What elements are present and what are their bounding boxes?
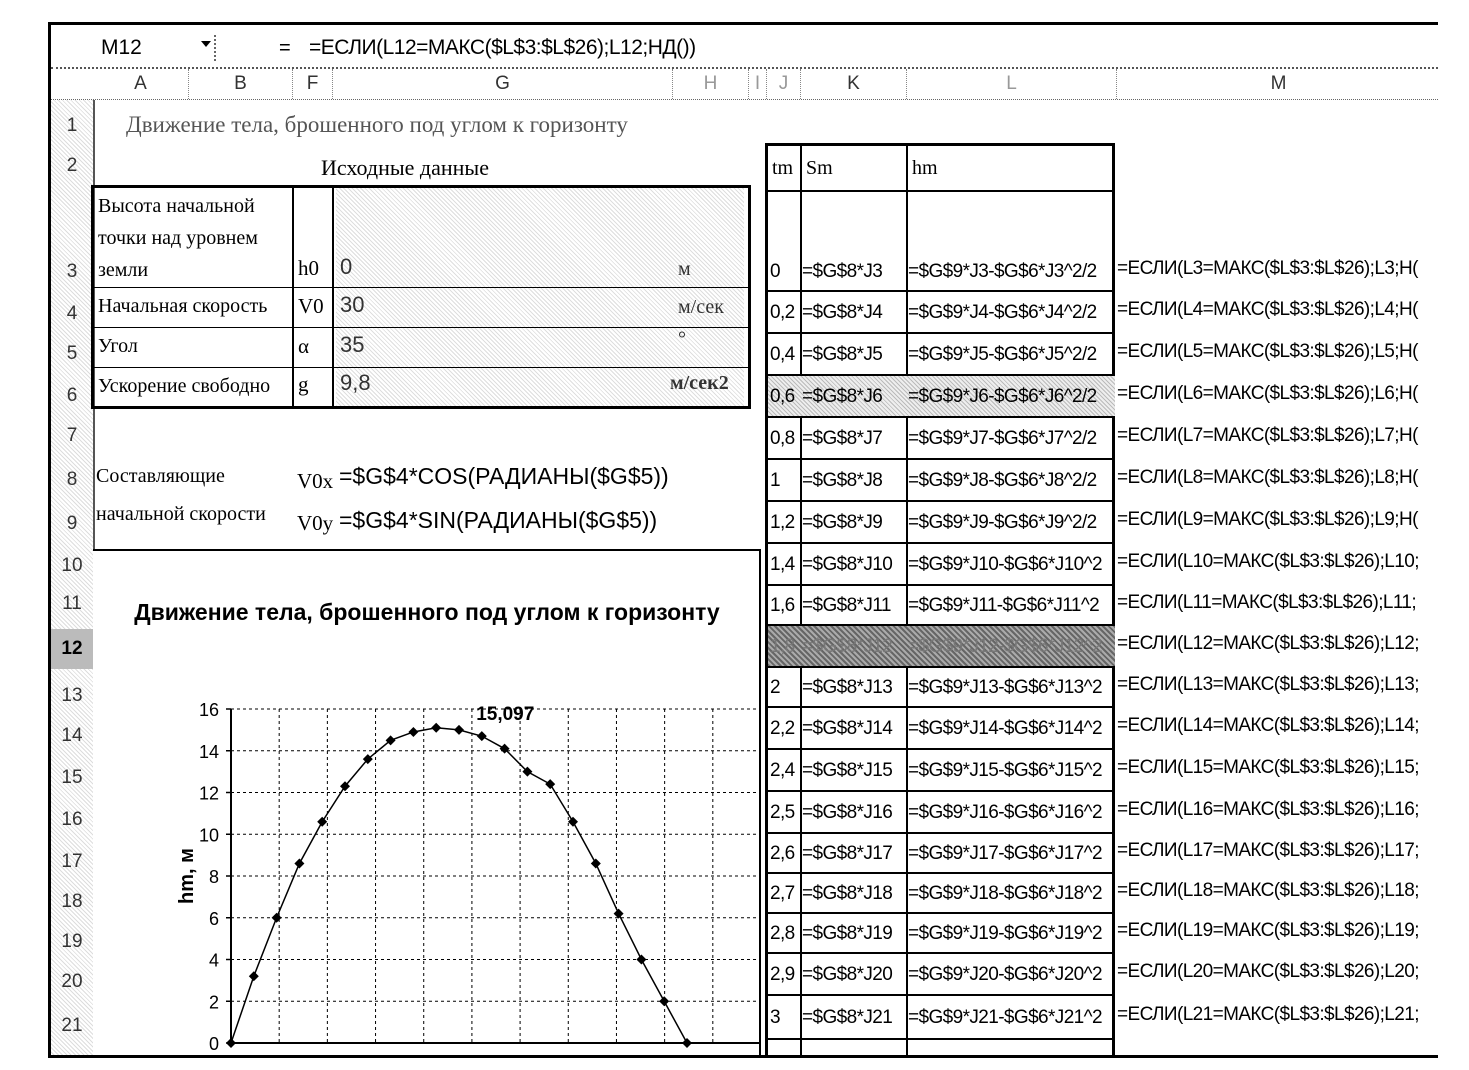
row-header-2[interactable]: 2 [66, 155, 78, 176]
cell-t[interactable]: 1,8 [770, 636, 795, 657]
input-value[interactable]: 35 [340, 332, 365, 357]
table-row[interactable] [768, 586, 1115, 626]
input-row-angle [94, 328, 748, 368]
data-point [408, 727, 418, 737]
data-point [682, 1038, 692, 1048]
cell-t[interactable]: 0 [770, 261, 780, 282]
cell-t[interactable]: 2,7 [770, 883, 795, 904]
input-value[interactable]: 9,8 [340, 370, 371, 395]
row-header-18[interactable]: 18 [61, 891, 83, 912]
row-header-19[interactable]: 19 [61, 931, 83, 952]
input-label: Высота начальной [98, 195, 255, 217]
column-header-b[interactable]: B [189, 69, 293, 99]
cell-m[interactable]: =ЕСЛИ(L4=МАКС($L$3:$L$26);L4;Н( [1117, 299, 1418, 320]
row-header-15[interactable]: 15 [61, 767, 83, 788]
table-row[interactable] [768, 418, 1115, 460]
cell-t[interactable]: 0,6 [770, 386, 795, 407]
column-header-g[interactable]: G [333, 69, 673, 99]
name-box-value: M12 [101, 36, 142, 59]
table-row[interactable] [768, 708, 1115, 750]
cell-h[interactable]: =$G$9*J5-$G$6*J5^2/2 [908, 344, 1097, 365]
formula-input[interactable]: =ЕСЛИ(L12=МАКС($L$3:$L$26);L12;НД()) [309, 36, 696, 59]
cell-h[interactable]: =$G$9*J16-$G$6*J16^2 [908, 802, 1102, 823]
column-header-a[interactable]: A [93, 69, 189, 99]
cell-m[interactable]: =ЕСЛИ(L6=МАКС($L$3:$L$26);L6;Н( [1117, 383, 1418, 404]
cell-m[interactable]: =ЕСЛИ(L9=МАКС($L$3:$L$26);L9;Н( [1117, 509, 1418, 530]
cell-s[interactable]: =$G$8*J21 [802, 1007, 893, 1028]
cell-h[interactable]: =$G$9*J9-$G$6*J9^2/2 [908, 512, 1097, 533]
cell-s[interactable]: =$G$8*J17 [802, 843, 893, 864]
table-row[interactable] [768, 376, 1115, 418]
y-tick-label: 8 [208, 867, 219, 887]
cell-t[interactable]: 0,8 [770, 428, 795, 449]
column-header-i[interactable]: I [749, 69, 767, 99]
row-header-17[interactable]: 17 [61, 851, 83, 872]
cell-s[interactable]: =$G$8*J16 [802, 802, 893, 823]
y-tick-label: 14 [198, 741, 219, 762]
cell-m[interactable]: =ЕСЛИ(L10=МАКС($L$3:$L$26);L10; [1117, 551, 1419, 572]
cell-h[interactable]: =$G$9*J15-$G$6*J15^2 [908, 760, 1102, 781]
header-divider [51, 99, 1438, 100]
cell-m[interactable]: =ЕСЛИ(L8=МАКС($L$3:$L$26);L8;Н( [1117, 467, 1418, 488]
y-tick-label: 10 [198, 825, 219, 846]
cell-m[interactable]: =ЕСЛИ(L13=МАКС($L$3:$L$26);L13; [1117, 674, 1419, 695]
data-label-max: 15,097 [476, 703, 535, 725]
table-row[interactable] [768, 668, 1115, 708]
cell-m[interactable]: =ЕСЛИ(L12=МАКС($L$3:$L$26);L12; [1117, 633, 1419, 654]
cell-h[interactable]: =$G$9*J3-$G$6*J3^2/2 [908, 261, 1097, 282]
calc-table [765, 143, 1115, 1058]
input-table [91, 185, 751, 409]
cell-m[interactable]: =ЕСЛИ(L19=МАКС($L$3:$L$26);L19; [1117, 920, 1419, 941]
row-header-6[interactable]: 6 [66, 385, 78, 406]
cell-m[interactable]: =ЕСЛИ(L15=МАКС($L$3:$L$26);L15; [1117, 757, 1419, 778]
data-point [591, 858, 601, 868]
column-header-h[interactable]: H [673, 69, 749, 99]
cell-s[interactable]: =$G$8*J8 [802, 470, 883, 491]
spreadsheet [48, 22, 1438, 1058]
vy-formula[interactable]: =$G$4*SIN(РАДИАНЫ($G$5)) [339, 507, 658, 533]
input-unit: ° [678, 328, 686, 350]
column-header-f[interactable]: F [293, 69, 333, 99]
cell-s[interactable]: =$G$8*J5 [802, 344, 883, 365]
row-header-8[interactable]: 8 [66, 469, 78, 490]
column-header-k[interactable]: K [801, 69, 907, 99]
cell-h[interactable]: =$G$9*J11-$G$6*J11^2 [908, 595, 1100, 616]
formula-bar [51, 25, 1438, 69]
y-tick-label: 2 [208, 992, 219, 1013]
y-axis-label: hm, м [176, 848, 198, 904]
y-tick-label: 4 [208, 950, 219, 971]
cell-s[interactable]: =$G$8*J15 [802, 760, 893, 781]
cell-s[interactable]: =$G$8*J4 [802, 302, 883, 323]
cell-h[interactable]: =$G$9*J20-$G$6*J20^2 [908, 964, 1102, 985]
table-row[interactable] [768, 914, 1115, 954]
cell-t[interactable]: 0,2 [770, 302, 795, 323]
header-hm[interactable]: hm [912, 157, 938, 179]
input-value[interactable]: 0 [340, 254, 353, 279]
row-header-10[interactable]: 10 [61, 555, 83, 576]
cell-t[interactable]: 2,6 [770, 843, 795, 864]
input-symbol: α [298, 334, 310, 358]
data-point [659, 996, 669, 1006]
cell-h[interactable]: =$G$9*J4-$G$6*J4^2/2 [908, 302, 1097, 323]
chart-title: Движение тела, брошенного под углом к горизонту [134, 599, 720, 625]
cell-m[interactable]: =ЕСЛИ(L21=МАКС($L$3:$L$26);L21; [1117, 1004, 1419, 1025]
cell-t[interactable]: 1,2 [770, 512, 795, 533]
cell-m[interactable]: =ЕСЛИ(L7=МАКС($L$3:$L$26);L7;Н( [1117, 425, 1418, 446]
cell-t[interactable]: 1,6 [770, 595, 795, 616]
cell-s[interactable]: =$G$8*J11 [802, 595, 891, 616]
row-header-21[interactable]: 21 [61, 1015, 83, 1036]
cell-m[interactable]: =ЕСЛИ(L14=МАКС($L$3:$L$26);L14; [1117, 715, 1419, 736]
trajectory-chart[interactable] [93, 549, 761, 1058]
data-point [454, 725, 464, 735]
cell-m[interactable]: =ЕСЛИ(L5=МАКС($L$3:$L$26);L5;Н( [1117, 341, 1418, 362]
y-tick-label: 0 [208, 1034, 219, 1054]
y-tick-label: 16 [198, 700, 219, 720]
cell-s[interactable]: =$G$8*J12 [802, 636, 893, 657]
table-row[interactable] [768, 544, 1115, 586]
row-header-7[interactable]: 7 [66, 425, 78, 446]
chart-plot [93, 551, 761, 1058]
cell-t[interactable]: 2,2 [770, 718, 795, 739]
cell-h[interactable]: =$G$9*J17-$G$6*J17^2 [908, 843, 1102, 864]
data-point [272, 913, 282, 923]
cell-t[interactable]: 1,4 [770, 554, 795, 575]
input-row-speed [94, 288, 748, 328]
input-row-gravity [94, 368, 748, 406]
cell-m[interactable]: =ЕСЛИ(L11=МАКС($L$3:$L$26);L11; [1117, 592, 1417, 613]
data-point [477, 731, 487, 741]
row-header-4[interactable]: 4 [66, 303, 78, 324]
vx-symbol: V0x [297, 469, 334, 493]
cell-s[interactable]: =$G$8*J6 [802, 386, 883, 407]
row-header-column [51, 100, 95, 1058]
data-point [249, 971, 259, 981]
input-label: земли [98, 259, 149, 281]
data-point [294, 858, 304, 868]
input-unit: м/сек [678, 296, 724, 318]
cell-s[interactable]: =$G$8*J10 [802, 554, 893, 575]
row-header-14[interactable]: 14 [61, 725, 83, 746]
row-header-5[interactable]: 5 [66, 343, 78, 364]
input-unit: м/сек2 [670, 372, 729, 394]
data-point [614, 909, 624, 919]
components-label: Составляющие [96, 465, 225, 487]
column-header-m[interactable]: M [1117, 69, 1438, 99]
cell-h[interactable]: =$G$9*J6-$G$6*J6^2/2 [908, 386, 1097, 407]
cell-m[interactable]: =ЕСЛИ(L20=МАКС($L$3:$L$26);L20; [1117, 961, 1419, 982]
data-point [226, 1038, 236, 1048]
cell-s[interactable]: =$G$8*J14 [802, 718, 893, 739]
table-row[interactable] [768, 834, 1115, 874]
cell-h[interactable]: =$G$9*J13-$G$6*J13^2 [908, 677, 1102, 698]
header-tm[interactable]: tm [772, 157, 794, 179]
cell-m[interactable]: =ЕСЛИ(L3=МАКС($L$3:$L$26);L3;Н( [1117, 258, 1418, 279]
cell-s[interactable]: =$G$8*J3 [802, 261, 883, 282]
column-header-l[interactable]: L [907, 69, 1117, 99]
y-tick-label: 6 [208, 908, 219, 929]
input-row-height [94, 188, 748, 288]
row-header-16[interactable]: 16 [61, 809, 83, 830]
sheet-title[interactable]: Движение тела, брошенного под углом к горизонту [126, 112, 628, 137]
input-value[interactable]: 30 [340, 292, 365, 317]
vx-formula[interactable]: =$G$4*COS(РАДИАНЫ($G$5)) [339, 463, 669, 489]
input-label: Ускорение свободно [98, 375, 271, 397]
table-row[interactable] [768, 334, 1115, 376]
series-line [231, 728, 687, 1043]
cell-s[interactable]: =$G$8*J18 [802, 883, 893, 904]
table-row[interactable] [768, 502, 1115, 544]
cell-s[interactable]: =$G$8*J13 [802, 677, 893, 698]
chevron-down-icon[interactable] [201, 41, 211, 47]
table-row[interactable] [768, 874, 1115, 914]
data-point [317, 817, 327, 827]
row-header-13[interactable]: 13 [61, 685, 83, 706]
cell-h[interactable]: =$G$9*J19-$G$6*J19^2 [908, 923, 1102, 944]
header-sm[interactable]: Sm [806, 157, 833, 179]
input-unit: м [678, 258, 691, 280]
cell-h[interactable]: =$G$9*J12-$G$6*J12^2 [908, 636, 1102, 657]
name-box[interactable] [51, 35, 216, 61]
cell-s[interactable]: =$G$8*J20 [802, 964, 893, 985]
inputs-title[interactable]: Исходные данные [321, 155, 489, 180]
data-point [568, 817, 578, 827]
input-label: Угол [98, 335, 138, 357]
input-symbol: V0 [298, 294, 324, 318]
data-point [431, 723, 441, 733]
cell-t[interactable]: 3 [770, 1007, 780, 1028]
row-header-20[interactable]: 20 [61, 971, 83, 992]
cell-m[interactable]: =ЕСЛИ(L18=МАКС($L$3:$L$26);L18; [1117, 880, 1419, 901]
cell-s[interactable]: =$G$8*J19 [802, 923, 893, 944]
components-label-2: начальной скорости [96, 503, 266, 525]
input-symbol: g [298, 372, 309, 396]
cell-t[interactable]: 2,4 [770, 760, 795, 781]
cell-t[interactable]: 2,8 [770, 923, 795, 944]
table-row[interactable] [768, 750, 1115, 792]
vy-symbol: V0y [297, 511, 334, 535]
row-header-11[interactable]: 11 [62, 593, 82, 614]
header-divider [768, 190, 1115, 192]
input-symbol: h0 [298, 256, 319, 280]
cell-h[interactable]: =$G$9*J14-$G$6*J14^2 [908, 718, 1102, 739]
table-row[interactable] [768, 996, 1115, 1040]
table-row[interactable] [768, 252, 1115, 292]
cell-s[interactable]: =$G$8*J7 [802, 428, 883, 449]
cell-m[interactable]: =ЕСЛИ(L16=МАКС($L$3:$L$26);L16; [1117, 799, 1419, 820]
formula-equals-label: = [279, 37, 291, 59]
cell-m[interactable]: =ЕСЛИ(L17=МАКС($L$3:$L$26);L17; [1117, 840, 1419, 861]
table-row[interactable] [768, 626, 1115, 668]
cell-t[interactable]: 2,5 [770, 802, 795, 823]
cell-h[interactable]: =$G$9*J7-$G$6*J7^2/2 [908, 428, 1097, 449]
table-row[interactable] [768, 792, 1115, 834]
row-header-3[interactable]: 3 [66, 261, 78, 282]
cell-t[interactable]: 1 [770, 470, 780, 491]
cell-t[interactable]: 2 [770, 677, 780, 698]
input-label: точки над уровнем [98, 227, 258, 249]
y-tick-label: 12 [198, 783, 219, 804]
row-header-1[interactable]: 1 [66, 115, 78, 136]
table-row[interactable] [768, 460, 1115, 502]
row-header-12[interactable]: 12 [51, 629, 93, 669]
input-label: Начальная скорость [98, 295, 268, 317]
cell-h[interactable]: =$G$9*J21-$G$6*J21^2 [908, 1007, 1102, 1028]
cell-h[interactable]: =$G$9*J8-$G$6*J8^2/2 [908, 470, 1097, 491]
cell-t[interactable]: 0,4 [770, 344, 795, 365]
row-header-9[interactable]: 9 [66, 513, 78, 534]
cell-t[interactable]: 2,9 [770, 964, 795, 985]
data-point [545, 779, 555, 789]
table-row[interactable] [768, 954, 1115, 996]
column-header-j[interactable]: J [767, 69, 801, 99]
cell-h[interactable]: =$G$9*J18-$G$6*J18^2 [908, 883, 1102, 904]
cell-h[interactable]: =$G$9*J10-$G$6*J10^2 [908, 554, 1102, 575]
table-row[interactable] [768, 292, 1115, 334]
data-point [636, 955, 646, 965]
cell-s[interactable]: =$G$8*J9 [802, 512, 883, 533]
